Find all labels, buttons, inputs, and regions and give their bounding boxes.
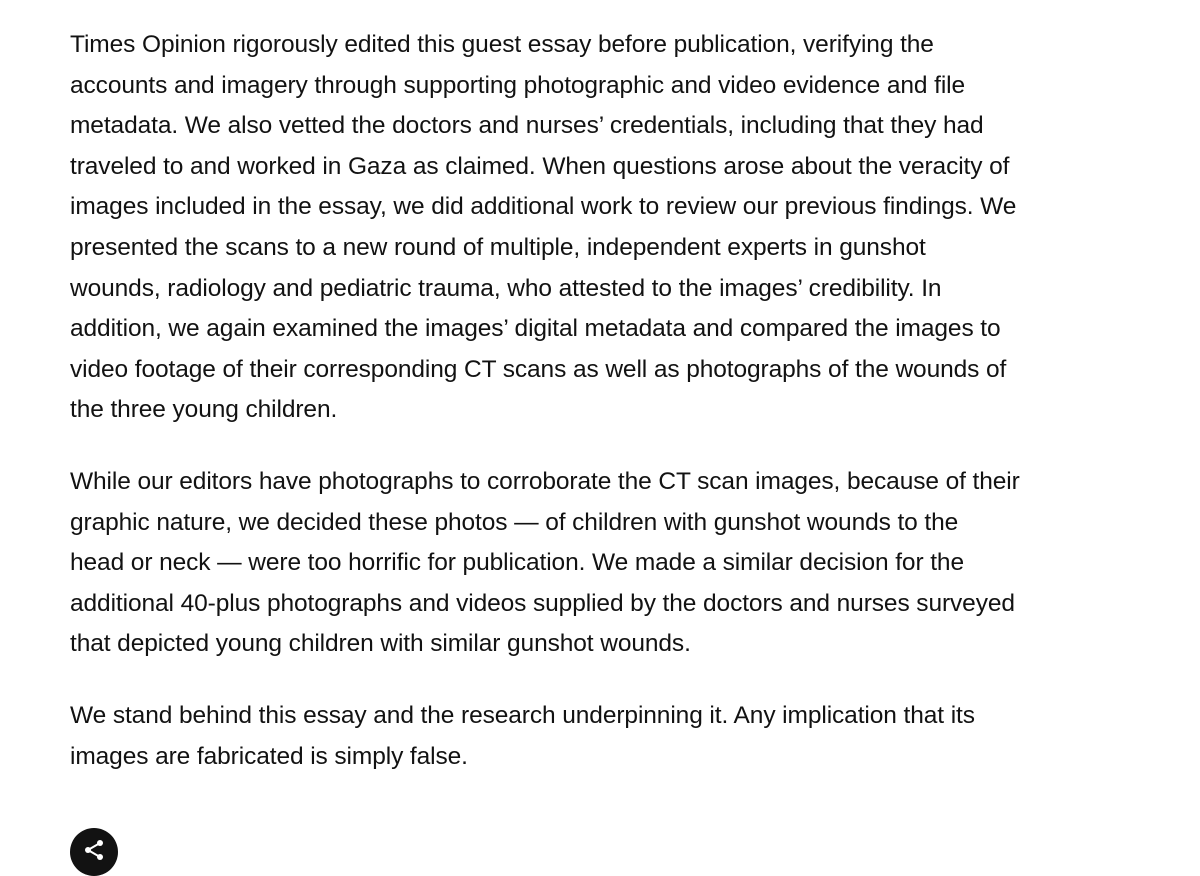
text-line: graphic nature, we decided these photos — of children with gunshot wounds to the xyxy=(70,508,959,536)
text-line: additional 40-plus photographs and videos supplied by the doctors and nurses surveyed xyxy=(70,589,1015,617)
text-line: wounds, radiology and pediatric trauma, who attested to the images’ credibility. In xyxy=(70,274,942,302)
paragraph-statement xyxy=(70,696,1130,777)
text-line: the three young children. xyxy=(70,396,338,424)
share-button[interactable] xyxy=(70,828,118,876)
text-line: accounts and imagery through supporting photographic and video evidence and file xyxy=(70,71,966,99)
text-line: images are fabricated is simply false. xyxy=(70,742,468,770)
text-line: Times Opinion rigorously edited this guest essay before publication, verifying the xyxy=(70,31,934,58)
text-line: head or neck — were too horrific for publication. We made a similar decision for the xyxy=(70,549,964,577)
text-line: While our editors have photographs to corroborate the CT scan images, because of their xyxy=(70,467,1020,495)
paragraph-photographs xyxy=(70,462,1130,665)
text-line: traveled to and worked in Gaza as claimed. When questions arose about the veracity of xyxy=(70,152,1010,180)
article-body xyxy=(70,25,1130,808)
text-line: presented the scans to a new round of multiple, independent experts in gunshot xyxy=(70,233,926,261)
text-line: metadata. We also vetted the doctors and nurses’ credentials, including that they had xyxy=(70,112,984,140)
paragraph-verification xyxy=(70,25,1130,431)
text-line: addition, we again examined the images’ digital metadata and compared the images to xyxy=(70,315,1001,343)
share-icon xyxy=(82,838,106,862)
text-line: images included in the essay, we did additional work to review our previous findings. We xyxy=(70,193,1017,221)
text-line: video footage of their corresponding CT scans as well as photographs of the wounds of xyxy=(70,355,1007,383)
text-line: that depicted young children with similar gunshot wounds. xyxy=(70,630,691,658)
text-line: We stand behind this essay and the research underpinning it. Any implication that its xyxy=(70,701,975,729)
